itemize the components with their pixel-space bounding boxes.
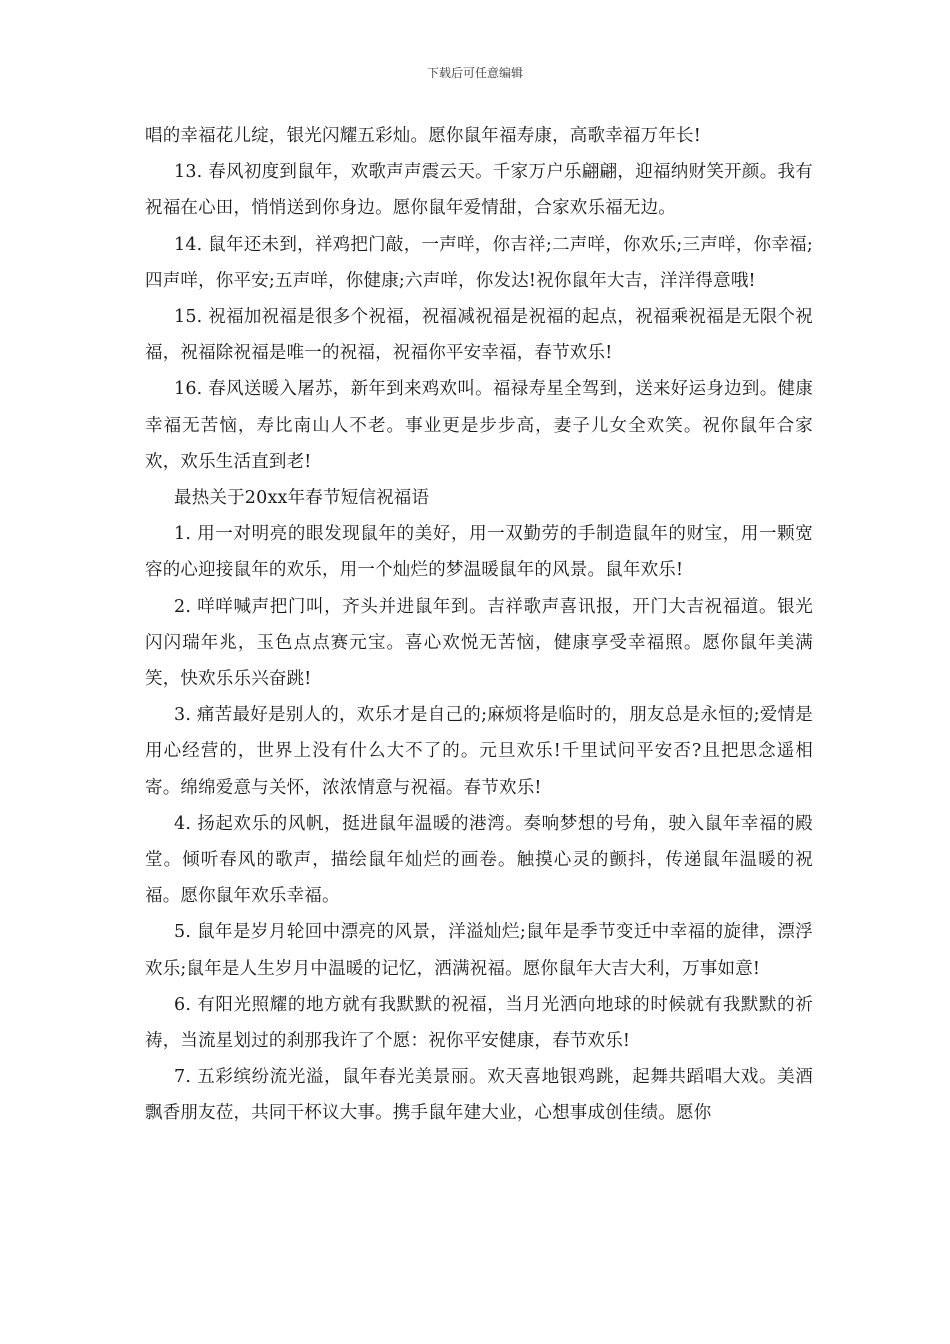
paragraph: 唱的幸福花儿绽，银光闪耀五彩灿。愿你鼠年福寿康，高歌幸福万年长!	[145, 126, 701, 146]
paragraph: 4. 扬起欢乐的风帆，挺进鼠年温暖的港湾。奏响梦想的号角，驶入鼠年幸福的殿堂。倾听春风的歌声，描绘鼠年灿烂的画卷。触摸心灵的颤抖，传递鼠年温暖的祝福。愿你鼠年欢乐幸福。	[145, 813, 813, 907]
section-heading: 最热关于20xx年春节短信祝福语	[174, 488, 430, 509]
paragraph: 1. 用一对明亮的眼发现鼠年的美好，用一双勤劳的手制造鼠年的财宝，用一颗宽容的心迎接鼠年的欢乐，用一个灿烂的梦温暖鼠年的风景。鼠年欢乐!	[145, 524, 813, 581]
paragraph: 6. 有阳光照耀的地方就有我默默的祝福，当月光洒向地球的时候就有我默默的祈祷，当流星划过的刹那我许了个愿：祝你平安健康，春节欢乐!	[145, 994, 813, 1052]
document-body	[145, 118, 813, 1132]
paragraph: 5. 鼠年是岁月轮回中漂亮的风景，洋溢灿烂;鼠年是季节变迁中幸福的旋律，漂浮欢乐;鼠年是人生岁月中温暖的记忆，洒满祝福。愿你鼠年大吉大利，万事如意!	[145, 922, 813, 979]
paragraph: 16. 春风送暖入屠苏，新年到来鸡欢叫。福禄寿星全驾到，送来好运身边到。健康幸福无苦恼，寿比南山人不老。事业更是步步高，妻子儿女全欢笑。祝你鼠年合家欢，欢乐生活直到老!	[145, 379, 813, 472]
paragraph: 15. 祝福加祝福是很多个祝福，祝福减祝福是祝福的起点，祝福乘祝福是无限个祝福，祝福除祝福是唯一的祝福，祝福你平安幸福，春节欢乐!	[145, 307, 813, 364]
paragraph: 14. 鼠年还未到，祥鸡把门敲，一声咩，你吉祥;二声咩，你欢乐;三声咩，你幸福;四声咩，你平安;五声咩，你健康;六声咩，你发达!祝你鼠年大吉，洋洋得意哦!	[145, 234, 813, 291]
paragraph: 3. 痛苦最好是别人的，欢乐才是自己的;麻烦将是临时的，朋友总是永恒的;爱情是用心经营的，世界上没有什么大不了的。元旦欢乐!千里试问平安否?且把思念遥相寄。绵绵爱意与关怀，浓浓情意与祝福。春节欢乐!	[145, 705, 813, 798]
paragraph: 13. 春风初度到鼠年，欢歌声声震云天。千家万户乐翩翩，迎福纳财笑开颜。我有祝福在心田，悄悄送到你身边。愿你鼠年爱情甜，合家欢乐福无边。	[145, 162, 813, 219]
paragraph: 2. 咩咩喊声把门叫，齐头并进鼠年到。吉祥歌声喜讯报，开门大吉祝福道。银光闪闪瑞年兆，玉色点点赛元宝。喜心欢悦无苦恼，健康享受幸福照。愿你鼠年美满笑，快欢乐乐兴奋跳!	[145, 596, 813, 690]
page-header: 下载后可任意编辑	[426, 66, 523, 80]
paragraph: 7. 五彩缤纷流光溢，鼠年春光美景丽。欢天喜地银鸡跳，起舞共蹈唱大戏。美酒飘香朋友莅，共同干杯议大事。携手鼠年建大业，心想事成创佳绩。愿你	[145, 1067, 813, 1124]
